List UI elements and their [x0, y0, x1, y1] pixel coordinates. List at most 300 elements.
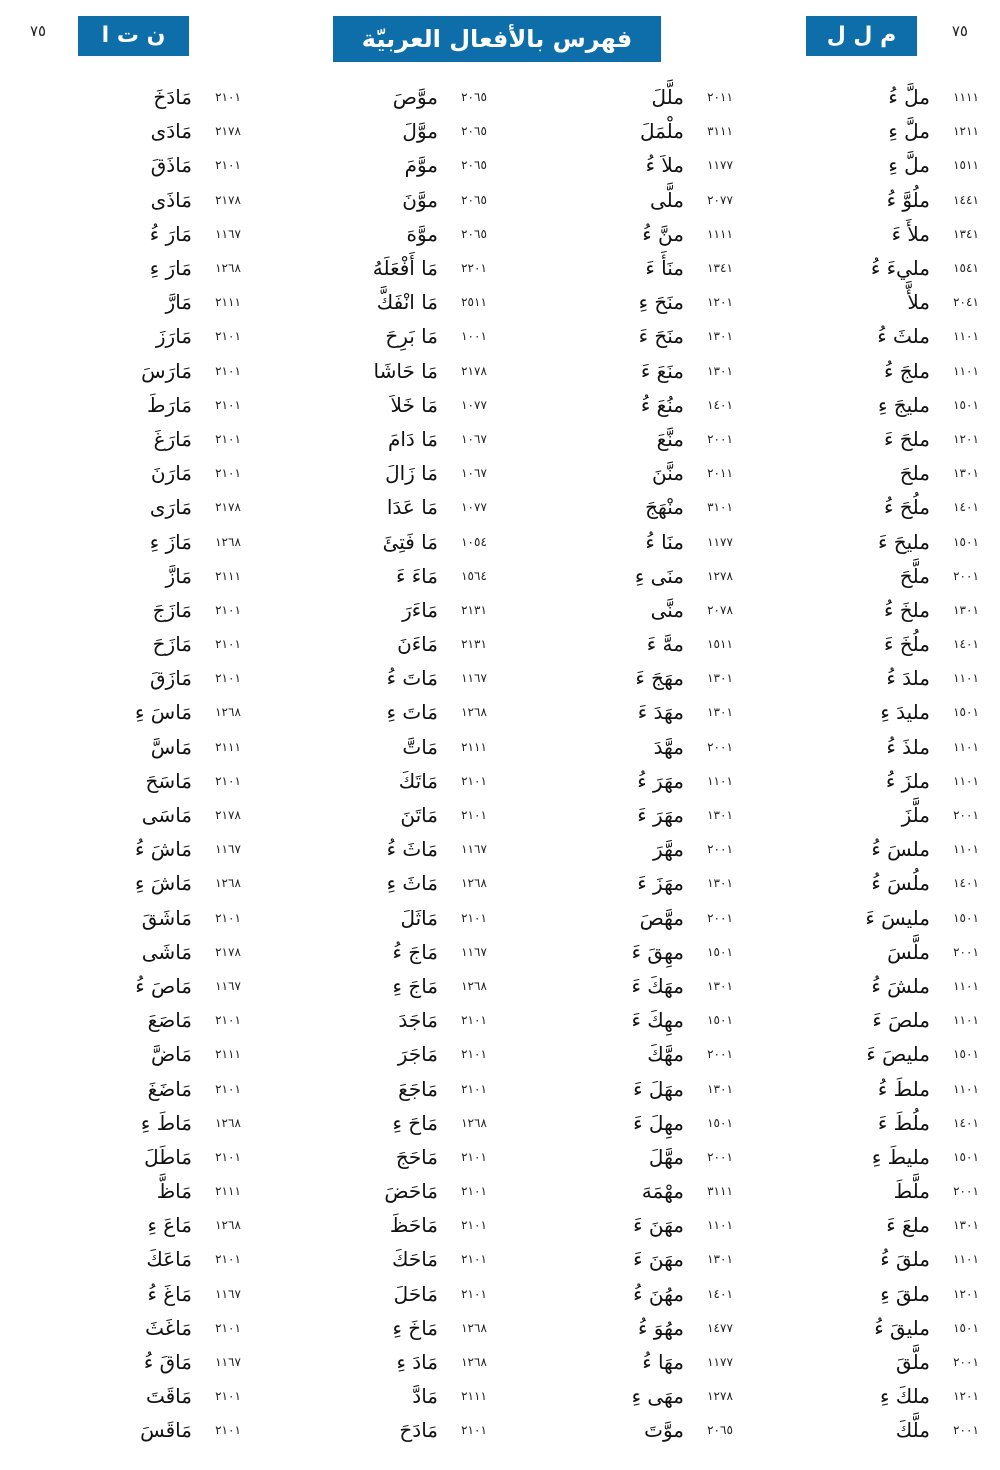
entry-verb: مَاسَ ءِ — [135, 700, 192, 725]
index-entry — [10, 730, 256, 764]
index-entry — [10, 866, 256, 900]
index-entry — [502, 251, 748, 285]
entry-number: ١٢٦٨ — [215, 1115, 241, 1130]
entry-verb: مهَنَ ءَ — [633, 1247, 684, 1272]
entry-number — [0, 227, 10, 241]
entry-verb: ملقَ ءِ — [880, 1281, 930, 1306]
entry-verb: مَا انْفَكَّ — [376, 290, 438, 315]
entry-number: ١١١١ — [707, 226, 733, 241]
index-entry — [256, 251, 502, 285]
entry-number — [0, 500, 10, 514]
index-entry — [10, 80, 256, 114]
entry-number — [0, 1321, 10, 1335]
entry-verb: مليصَ ءَ — [866, 1042, 930, 1067]
entry-verb: مَاذَى — [150, 187, 192, 212]
entry-number: ١١٠١ — [953, 978, 979, 993]
entry-verb: ملُحَ ءُ — [883, 495, 930, 520]
index-entry — [256, 832, 502, 866]
index-entry — [256, 1379, 502, 1413]
index-entry — [10, 524, 256, 558]
entry-verb: مَارَّ — [165, 290, 192, 315]
entry-verb: مهَّصَ — [639, 905, 684, 930]
index-entry — [748, 1208, 994, 1242]
entry-verb: مَاعَ ءِ — [147, 1213, 192, 1238]
index-entry — [256, 764, 502, 798]
index-entry — [0, 80, 10, 114]
entry-number: ١١٠١ — [953, 671, 979, 686]
index-entry — [502, 1140, 748, 1174]
entry-number: ٢١١١ — [461, 1389, 487, 1404]
entry-verb: مهَنَ ءَ — [633, 1213, 684, 1238]
entry-number: ١٥٠١ — [953, 1047, 979, 1062]
index-entry — [256, 319, 502, 353]
index-column — [748, 80, 994, 1448]
entry-verb: مَازَحَ — [152, 632, 192, 657]
entry-verb: موَّمَ — [404, 153, 438, 178]
entry-verb: ملُطَ ءَ — [877, 1110, 930, 1135]
index-entry — [256, 935, 502, 969]
entry-number: ١١٠١ — [707, 1218, 733, 1233]
entry-verb: موَّنَ — [402, 187, 438, 212]
index-entry — [0, 627, 10, 661]
entry-number: ٢٠٦٥ — [461, 124, 487, 139]
entry-number: ١٠٦٧ — [461, 431, 487, 446]
entry-verb: مَارَغَ — [153, 426, 192, 451]
entry-number — [0, 1218, 10, 1232]
index-entry — [0, 148, 10, 182]
index-entry — [256, 559, 502, 593]
index-entry — [748, 1379, 994, 1413]
entry-verb: ملخَ ءُ — [883, 597, 930, 622]
index-entry — [502, 1345, 748, 1379]
entry-number: ١٥١١ — [707, 637, 733, 652]
index-entry — [502, 1311, 748, 1345]
entry-number: ١٣٠١ — [707, 671, 733, 686]
index-entry — [748, 969, 994, 1003]
index-entry — [748, 148, 994, 182]
entry-number — [0, 1355, 10, 1369]
entry-verb: منَعَ ءَ — [640, 358, 684, 383]
index-entry — [502, 832, 748, 866]
entry-verb: مَاشَقَ — [141, 905, 192, 930]
index-entry — [748, 217, 994, 251]
index-entry — [256, 524, 502, 558]
index-entry — [0, 1174, 10, 1208]
entry-verb: ملُخَ ءَ — [883, 632, 930, 657]
entry-number: ٢٠١١ — [707, 466, 733, 481]
entry-verb: مَاقَتَ — [145, 1384, 192, 1409]
entry-verb: منَّ ءُ — [642, 221, 684, 246]
entry-verb: ملحَ ءَ — [883, 426, 930, 451]
entry-number: ١١٦٧ — [461, 671, 487, 686]
entry-number: ٣١١١ — [707, 124, 733, 139]
index-entry — [0, 764, 10, 798]
entry-number: ٢١٠١ — [215, 773, 241, 788]
entry-number: ١٤٠١ — [707, 397, 733, 412]
entry-number — [0, 671, 10, 685]
entry-number: ٢٠٠١ — [707, 739, 733, 754]
entry-number: ٢٠٦٥ — [707, 1423, 733, 1438]
index-entry — [502, 764, 748, 798]
entry-verb: ملقَ ءُ — [880, 1247, 930, 1272]
entry-verb: مهَّدَ — [653, 734, 684, 759]
entry-number: ٢٠١١ — [707, 90, 733, 105]
index-entry — [256, 285, 502, 319]
entry-number — [0, 535, 10, 549]
entry-number: ١٠٥٤ — [461, 534, 487, 549]
entry-verb: مهِقَ ءَ — [631, 939, 684, 964]
index-entry — [502, 661, 748, 695]
entry-verb: مهُنَ ءُ — [633, 1281, 684, 1306]
letters-tab-right: م ل ل — [806, 16, 917, 56]
entry-verb: ملدَ ءُ — [886, 666, 930, 691]
entry-verb: مَارَى — [149, 495, 192, 520]
index-entry — [0, 1311, 10, 1345]
entry-number: ١٢٦٨ — [215, 534, 241, 549]
entry-number — [0, 876, 10, 890]
entry-number — [0, 193, 10, 207]
index-entry — [502, 593, 748, 627]
entry-number: ٢١١١ — [215, 739, 241, 754]
index-entry — [502, 935, 748, 969]
index-entry — [502, 1277, 748, 1311]
index-entry — [0, 1242, 10, 1276]
index-entry — [0, 354, 10, 388]
entry-verb: ملُسَ ءُ — [871, 871, 930, 896]
index-entry — [0, 559, 10, 593]
entry-number — [0, 569, 10, 583]
entry-verb: مَاظَّ — [156, 1179, 192, 1204]
index-entry — [0, 901, 10, 935]
index-entry — [502, 354, 748, 388]
index-entry — [10, 661, 256, 695]
index-entry — [256, 1106, 502, 1140]
index-entry — [0, 1071, 10, 1105]
index-entry — [256, 1345, 502, 1379]
entry-number: ١١٦٧ — [215, 1286, 241, 1301]
entry-verb: ملثَ ءُ — [877, 324, 930, 349]
entry-number: ٣١١١ — [707, 1184, 733, 1199]
index-entry — [256, 1071, 502, 1105]
entry-number — [0, 911, 10, 925]
entry-verb: ملَّحَ — [899, 563, 930, 588]
entry-number: ٢١١١ — [215, 1184, 241, 1199]
entry-number: ٢٠٦٥ — [461, 192, 487, 207]
entry-verb: ملطَ ءُ — [877, 1076, 930, 1101]
entry-number: ٢٠٠١ — [953, 1184, 979, 1199]
entry-number: ١٢٠١ — [953, 1286, 979, 1301]
index-entry — [10, 1140, 256, 1174]
entry-number: ١١٠١ — [953, 363, 979, 378]
entry-verb: مَا دَامَ — [387, 426, 438, 451]
entry-verb: مَاحَضَ — [384, 1179, 438, 1204]
entry-verb: ملجَ ءُ — [883, 358, 930, 383]
entry-verb: مهَّلَ — [648, 1144, 684, 1169]
index-entry — [748, 456, 994, 490]
entry-verb: مهَكَ ءَ — [631, 973, 684, 998]
entry-verb: مَازَّ — [165, 563, 192, 588]
entry-number: ٢٠٠١ — [953, 944, 979, 959]
index-entry — [10, 114, 256, 148]
entry-verb: منَا ءُ — [645, 529, 684, 554]
index-entry — [256, 1140, 502, 1174]
entry-number: ٢١٧٨ — [215, 944, 241, 959]
entry-number: ١٠٧٧ — [461, 500, 487, 515]
index-entry — [256, 148, 502, 182]
entry-number — [0, 1013, 10, 1027]
entry-verb: ملأَّ — [907, 290, 930, 315]
entry-number: ٢٠٦٥ — [461, 158, 487, 173]
index-entry — [0, 832, 10, 866]
index-entry — [0, 524, 10, 558]
index-entry — [10, 1106, 256, 1140]
entry-number — [0, 1423, 10, 1437]
entry-verb: مهَرَ ءُ — [637, 768, 684, 793]
index-entry — [0, 661, 10, 695]
entry-number: ٢١٠١ — [461, 910, 487, 925]
entry-number — [0, 1252, 10, 1266]
entry-number: ١٣٠١ — [707, 705, 733, 720]
entry-verb: مَاقَسَ — [140, 1418, 192, 1443]
index-entry — [0, 1413, 10, 1447]
entry-verb: مَاجَرَ — [397, 1042, 438, 1067]
index-entry — [0, 695, 10, 729]
entry-verb: ملشَ ءُ — [871, 973, 930, 998]
index-entry — [0, 1037, 10, 1071]
index-entry — [256, 627, 502, 661]
entry-verb: منَّنَ — [652, 461, 684, 486]
index-entry — [256, 901, 502, 935]
index-entry — [10, 354, 256, 388]
index-entry — [0, 593, 10, 627]
index-entry — [0, 490, 10, 524]
entry-number: ٢١٠١ — [215, 671, 241, 686]
entry-number: ١٢٦٨ — [461, 1355, 487, 1370]
entry-verb: مهَى ءِ — [631, 1384, 684, 1409]
index-entry — [502, 695, 748, 729]
entry-verb: مَا خَلاَ — [390, 392, 438, 417]
entry-verb: مَاطَلَ — [144, 1144, 192, 1169]
entry-number — [0, 1150, 10, 1164]
index-entry — [0, 388, 10, 422]
entry-number: ٢١٠١ — [215, 329, 241, 344]
entry-number: ١١٦٧ — [215, 842, 241, 857]
entry-number: ٢١٠١ — [215, 1423, 241, 1438]
entry-verb: مَاتَ ءِ — [386, 700, 438, 725]
index-entry — [256, 490, 502, 524]
index-entry — [748, 1345, 994, 1379]
entry-verb: مَاءَرَ — [402, 597, 438, 622]
entry-verb: مَاشَى — [141, 939, 192, 964]
index-entry — [748, 354, 994, 388]
index-entry — [748, 388, 994, 422]
index-entry — [748, 1413, 994, 1447]
entry-verb: مَاتَّ — [402, 734, 438, 759]
entry-verb: ملصَ ءَ — [872, 1008, 930, 1033]
entry-number: ١١٠١ — [953, 739, 979, 754]
entry-number: ١٥١١ — [953, 158, 979, 173]
entry-number: ١٢٦٨ — [461, 876, 487, 891]
index-entry — [256, 730, 502, 764]
entry-number: ٢١١١ — [215, 1047, 241, 1062]
entry-verb: مَاغَثَ — [145, 1315, 192, 1340]
index-column — [0, 80, 10, 1448]
entry-verb: موَّلَ — [402, 119, 438, 144]
entry-number — [0, 1184, 10, 1198]
index-entry — [748, 1003, 994, 1037]
index-entry — [10, 935, 256, 969]
entry-verb: ملَّطَ — [893, 1179, 930, 1204]
entry-number: ٢٥١١ — [461, 295, 487, 310]
entry-verb: مَاحَكَ — [391, 1247, 438, 1272]
entry-verb: ملأَ ءَ — [891, 221, 930, 246]
index-entry — [10, 490, 256, 524]
entry-number: ١٥٦٤ — [461, 568, 487, 583]
entry-verb: مَادَّ — [412, 1384, 438, 1409]
entry-number: ٢١٣١ — [461, 602, 487, 617]
entry-number: ١١٦٧ — [461, 944, 487, 959]
entry-number: ٢١٠١ — [461, 1184, 487, 1199]
index-entry — [502, 1242, 748, 1276]
entry-number — [0, 261, 10, 275]
entry-verb: مَاشَ ءُ — [135, 837, 192, 862]
index-entry — [10, 1345, 256, 1379]
entry-number: ٢١٧٨ — [461, 363, 487, 378]
entry-number: ١١٠١ — [953, 329, 979, 344]
entry-number: ١٤٠١ — [707, 1286, 733, 1301]
entry-number: ٢١٠١ — [215, 602, 241, 617]
index-entry — [748, 524, 994, 558]
entry-number: ١٣٠١ — [953, 466, 979, 481]
index-entry — [502, 1413, 748, 1447]
entry-number — [0, 398, 10, 412]
index-entry — [10, 456, 256, 490]
entry-number: ١١٦٧ — [215, 978, 241, 993]
index-entry — [748, 764, 994, 798]
index-entry — [748, 1037, 994, 1071]
entry-verb: مهُوَ ءُ — [637, 1315, 684, 1340]
entry-number: ١٢٦٨ — [461, 1320, 487, 1335]
entry-verb: مليطَ ءِ — [871, 1144, 930, 1169]
index-entry — [10, 217, 256, 251]
entry-number: ١٥٠١ — [953, 1320, 979, 1335]
entry-number — [0, 740, 10, 754]
entry-verb: ملَّقَ — [895, 1350, 930, 1375]
index-entry — [256, 969, 502, 1003]
entry-number: ٢١٠١ — [215, 431, 241, 446]
entry-number — [0, 1047, 10, 1061]
entry-number: ١٣٠١ — [707, 808, 733, 823]
entry-number: ١٢٠١ — [953, 1389, 979, 1404]
entry-number: ١١٠١ — [953, 1252, 979, 1267]
entry-number: ١٠٧٧ — [461, 397, 487, 412]
entry-verb: منَأَ ءَ — [645, 256, 684, 281]
index-entry — [748, 1106, 994, 1140]
entry-number — [0, 90, 10, 104]
index-entry — [502, 456, 748, 490]
entry-verb: ملذَ ءُ — [886, 734, 930, 759]
entry-number: ٢٠٠١ — [707, 431, 733, 446]
entry-number: ١٥٠١ — [953, 534, 979, 549]
entry-number: ١٢٧٨ — [707, 1389, 733, 1404]
entry-verb: مَاحَجَ — [395, 1144, 438, 1169]
entry-number: ١٥٤١ — [953, 261, 979, 276]
entry-number — [0, 705, 10, 719]
entry-verb: ملُوَّ ءُ — [886, 187, 930, 212]
entry-number: ٢٠٠١ — [707, 1047, 733, 1062]
entry-verb: مَازَ ءِ — [149, 529, 192, 554]
index-entry — [10, 695, 256, 729]
entry-number: ٢١٧٨ — [215, 124, 241, 139]
entry-verb: مَاثَلَ — [400, 905, 438, 930]
index-entry — [748, 1071, 994, 1105]
index-entry — [502, 798, 748, 832]
index-entry — [748, 901, 994, 935]
index-entry — [502, 80, 748, 114]
index-entry — [0, 1277, 10, 1311]
index-entry — [10, 1413, 256, 1447]
entry-number: ٢١٠١ — [461, 808, 487, 823]
entry-verb: مهَجَ ءَ — [635, 666, 684, 691]
entry-number: ٢١٠١ — [461, 1047, 487, 1062]
entry-number: ٢٠٠١ — [953, 1423, 979, 1438]
index-entry — [10, 1071, 256, 1105]
index-entry — [748, 251, 994, 285]
entry-number: ١٢١١ — [953, 124, 979, 139]
entry-verb: موَّتَ — [644, 1418, 684, 1443]
index-entry — [502, 183, 748, 217]
entry-number: ٢١٠١ — [215, 158, 241, 173]
index-entry — [10, 1242, 256, 1276]
index-entry — [256, 1277, 502, 1311]
entry-number: ١٣٠١ — [953, 602, 979, 617]
index-entry — [256, 1311, 502, 1345]
index-entry — [748, 183, 994, 217]
entry-number: ٢١١١ — [215, 295, 241, 310]
entry-verb: مَاجَ ءِ — [392, 973, 438, 998]
entry-number: ١٤٠١ — [953, 1115, 979, 1130]
index-entry — [10, 593, 256, 627]
entry-number: ١٣٠١ — [707, 329, 733, 344]
entry-verb: منُعَ ءُ — [640, 392, 684, 417]
entry-number: ١١٧٧ — [707, 1355, 733, 1370]
entry-number: ٢١٧٨ — [215, 808, 241, 823]
index-entry — [10, 901, 256, 935]
index-entry — [256, 217, 502, 251]
entry-number: ٢٠٠١ — [707, 910, 733, 925]
entry-number: ٢٠٧٨ — [707, 602, 733, 617]
entry-number: ١٤٤١ — [953, 192, 979, 207]
entry-number: ١٢٠١ — [707, 295, 733, 310]
entry-number — [0, 158, 10, 172]
entry-verb: مَازَجَ — [152, 597, 192, 622]
page-number-right: ٧٥ — [951, 22, 968, 40]
entry-number: ٢١٠١ — [461, 1149, 487, 1164]
index-entry — [748, 285, 994, 319]
entry-number: ٢٠٠١ — [953, 568, 979, 583]
index-entry — [0, 1208, 10, 1242]
index-entry — [0, 1140, 10, 1174]
index-entry — [0, 866, 10, 900]
index-entry — [256, 1174, 502, 1208]
index-entry — [748, 627, 994, 661]
entry-verb: مليجَ ءِ — [877, 392, 930, 417]
index-entry — [0, 1379, 10, 1413]
entry-verb: منَحَ ءِ — [638, 290, 684, 315]
entry-number: ١٢٧٨ — [707, 568, 733, 583]
entry-verb: مَازَقَ — [150, 666, 192, 691]
index-entry — [748, 866, 994, 900]
